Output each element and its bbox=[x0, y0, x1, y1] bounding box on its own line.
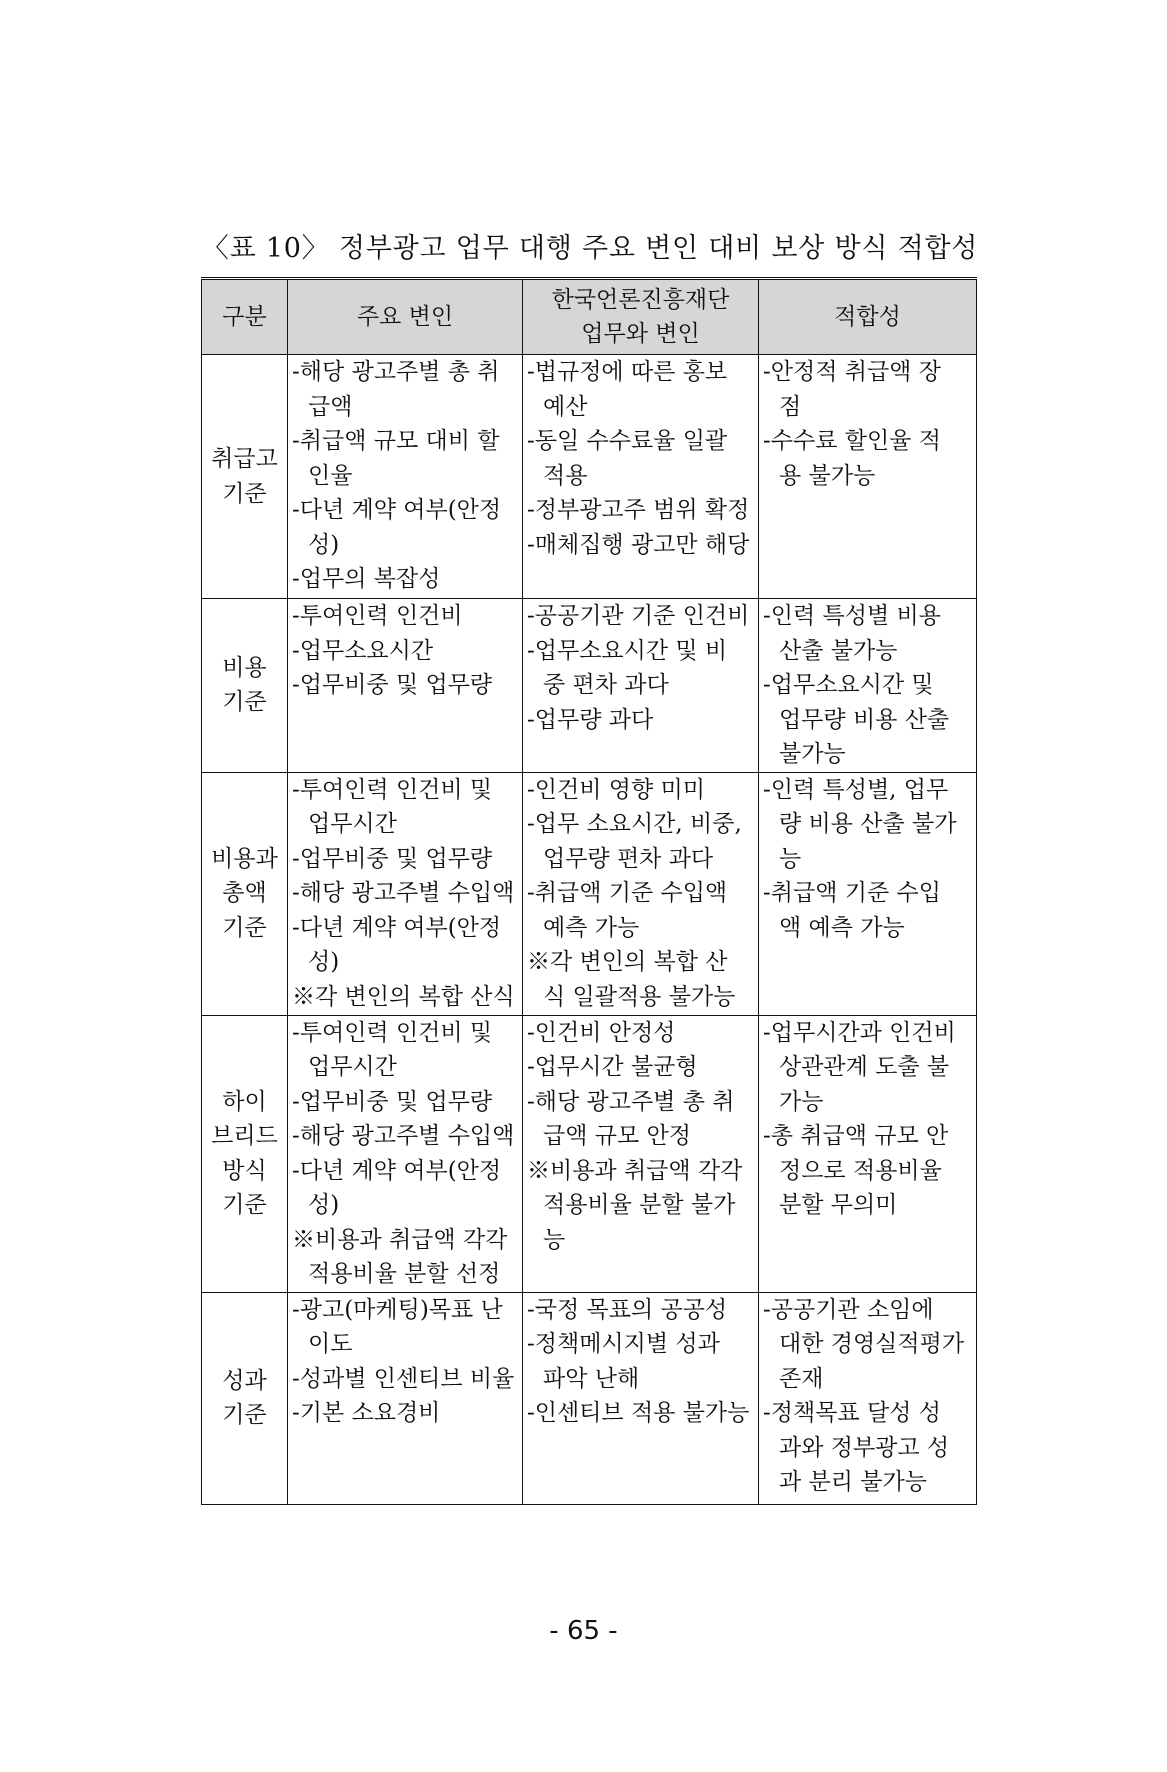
suitability-line: 능 bbox=[779, 845, 802, 872]
category-line: 총액 bbox=[222, 880, 267, 907]
foundation-line: -정책메시지별 성과 bbox=[527, 1331, 720, 1357]
foundation-line: 예산 bbox=[543, 393, 588, 420]
cell-suitability bbox=[759, 1292, 977, 1504]
suitability-table bbox=[201, 277, 977, 1505]
suitability-line: 점 bbox=[779, 393, 802, 420]
suitability-line: 대한 경영실적평가 bbox=[779, 1331, 965, 1357]
category-line: 비용과 bbox=[211, 845, 278, 872]
variables-line: -다년 계약 여부(안정 bbox=[292, 914, 502, 941]
cell-suitability bbox=[759, 1015, 977, 1292]
foundation-line: 적용비율 분할 불가 bbox=[543, 1192, 736, 1218]
foundation-line: -매체집행 광고만 해당 bbox=[527, 531, 750, 558]
foundation-line: -인센티브 적용 불가능 bbox=[527, 1400, 750, 1426]
header-suitability: 적합성 bbox=[759, 279, 977, 355]
header-foundation-work bbox=[523, 279, 759, 355]
suitability-line: 가능 bbox=[779, 1088, 824, 1115]
foundation-line: -업무 소요시간, 비중, bbox=[527, 811, 742, 837]
suitability-line: 분할 무의미 bbox=[779, 1192, 898, 1218]
cell-foundation bbox=[523, 355, 759, 599]
foundation-line: 능 bbox=[543, 1226, 566, 1253]
cell-category bbox=[202, 599, 288, 773]
foundation-line: 식 일괄적용 불가능 bbox=[543, 983, 736, 1010]
variables-line: -광고(마케팅)목표 난 bbox=[292, 1296, 503, 1323]
foundation-line: 급액 규모 안정 bbox=[543, 1123, 691, 1149]
suitability-line: 액 예측 가능 bbox=[779, 914, 905, 941]
cell-foundation bbox=[523, 772, 759, 1015]
variables-line: 성) bbox=[308, 531, 340, 558]
suitability-line: 불가능 bbox=[779, 741, 846, 767]
suitability-line: -총 취급액 규모 안 bbox=[763, 1123, 949, 1149]
category-line: 방식 bbox=[222, 1157, 267, 1184]
header-category: 구분 bbox=[202, 279, 288, 355]
cell-category bbox=[202, 772, 288, 1015]
page-number: - 65 - bbox=[549, 1616, 618, 1646]
suitability-line: -인력 특성별, 업무 bbox=[763, 776, 949, 803]
table-row bbox=[202, 599, 977, 773]
foundation-line: -취급액 기준 수입액 bbox=[527, 880, 728, 906]
variables-line: -업무의 복잡성 bbox=[292, 566, 441, 592]
foundation-line: 예측 가능 bbox=[543, 914, 640, 941]
cell-foundation bbox=[523, 599, 759, 773]
cell-suitability bbox=[759, 599, 977, 773]
suitability-line: -취급액 기준 수입 bbox=[763, 880, 941, 906]
variables-line: 급액 bbox=[308, 393, 353, 420]
variables-line: 성) bbox=[308, 949, 340, 975]
variables-line: -기본 소요경비 bbox=[292, 1400, 441, 1426]
variables-line: -다년 계약 여부(안정 bbox=[292, 497, 502, 523]
foundation-line: -정부광고주 범위 확정 bbox=[527, 497, 750, 523]
cell-foundation bbox=[523, 1015, 759, 1292]
category-line: 기준 bbox=[222, 1192, 267, 1218]
suitability-line: -수수료 할인율 적 bbox=[763, 428, 941, 454]
suitability-line: 업무량 비용 산출 bbox=[779, 706, 950, 733]
suitability-line: 용 불가능 bbox=[779, 462, 876, 489]
foundation-line: 중 편차 과다 bbox=[543, 672, 669, 698]
foundation-line: 파악 난해 bbox=[543, 1365, 640, 1392]
table-row bbox=[202, 355, 977, 599]
foundation-line: 적용 bbox=[543, 462, 588, 489]
cell-variables bbox=[288, 772, 523, 1015]
foundation-line: -업무량 과다 bbox=[527, 706, 654, 733]
foundation-line: -업무시간 불균형 bbox=[527, 1054, 698, 1080]
variables-line: -투여인력 인건비 및 bbox=[292, 776, 493, 803]
variables-line: -업무비중 및 업무량 bbox=[292, 845, 493, 872]
suitability-line: 정으로 적용비율 bbox=[779, 1157, 942, 1184]
header-foundation-line2: 업무와 변인 bbox=[581, 321, 700, 347]
category-line: 브리드 bbox=[211, 1123, 278, 1149]
cell-category bbox=[202, 355, 288, 599]
table-header-row bbox=[202, 279, 977, 355]
category-line: 기준 bbox=[222, 1402, 267, 1428]
foundation-line: -인건비 영향 미미 bbox=[527, 776, 705, 803]
category-line: 하이 bbox=[222, 1088, 267, 1115]
foundation-line: 업무량 편차 과다 bbox=[543, 845, 714, 872]
variables-line: -업무비중 및 업무량 bbox=[292, 1088, 493, 1115]
cell-variables bbox=[288, 1015, 523, 1292]
cell-category bbox=[202, 1292, 288, 1504]
suitability-line: 량 비용 산출 불가 bbox=[779, 811, 957, 837]
suitability-line: -공공기관 소임에 bbox=[763, 1296, 934, 1323]
variables-line: 업무시간 bbox=[308, 811, 397, 837]
suitability-line: 상관관계 도출 불 bbox=[779, 1054, 950, 1080]
category-line: 기준 bbox=[222, 480, 267, 507]
cell-foundation bbox=[523, 1292, 759, 1504]
cell-variables bbox=[288, 1292, 523, 1504]
cell-variables bbox=[288, 355, 523, 599]
cell-category bbox=[202, 1015, 288, 1292]
category-line: 비용 bbox=[222, 654, 267, 681]
header-foundation-line1: 한국언론진흥재단 bbox=[551, 286, 730, 313]
variables-line: -해당 광고주별 수입액 bbox=[292, 1123, 515, 1149]
variables-line: 이도 bbox=[308, 1331, 353, 1357]
variables-line: -해당 광고주별 총 취 bbox=[292, 359, 500, 385]
variables-line: ※각 변인의 복합 산식 bbox=[292, 983, 515, 1010]
cell-variables bbox=[288, 599, 523, 773]
table-row bbox=[202, 1292, 977, 1504]
variables-line: -업무소요시간 bbox=[292, 637, 434, 664]
variables-line: -취급액 규모 대비 할 bbox=[292, 428, 500, 454]
variables-line: 업무시간 bbox=[308, 1054, 397, 1080]
suitability-line: -업무시간과 인건비 bbox=[763, 1019, 956, 1046]
suitability-line: -인력 특성별 비용 bbox=[763, 603, 941, 629]
variables-line: -업무비중 및 업무량 bbox=[292, 672, 493, 698]
category-line: 취급고 bbox=[211, 446, 278, 472]
variables-line: -성과별 인센티브 비율 bbox=[292, 1365, 515, 1392]
suitability-line: -업무소요시간 및 bbox=[763, 672, 934, 698]
foundation-line: -업무소요시간 및 비 bbox=[527, 637, 728, 664]
suitability-line: 산출 불가능 bbox=[779, 637, 898, 664]
suitability-line: -안정적 취급액 장 bbox=[763, 359, 941, 385]
cell-suitability bbox=[759, 772, 977, 1015]
variables-line: 인율 bbox=[308, 462, 353, 489]
variables-line: 적용비율 분할 선정 bbox=[308, 1261, 501, 1287]
variables-line: 성) bbox=[308, 1192, 340, 1218]
variables-line: -다년 계약 여부(안정 bbox=[292, 1157, 502, 1184]
category-line: 기준 bbox=[222, 914, 267, 941]
foundation-line: -동일 수수료율 일괄 bbox=[527, 428, 728, 454]
foundation-line: -해당 광고주별 총 취 bbox=[527, 1088, 735, 1115]
table-caption: 〈표 10〉 정부광고 업무 대행 주요 변인 대비 보상 방식 적합성 bbox=[201, 233, 979, 264]
header-main-variables: 주요 변인 bbox=[288, 279, 523, 355]
foundation-line: -법규정에 따른 홍보 bbox=[527, 359, 728, 385]
foundation-line: ※각 변인의 복합 산 bbox=[527, 949, 728, 975]
suitability-line: 과와 정부광고 성 bbox=[779, 1434, 950, 1461]
table-row bbox=[202, 1015, 977, 1292]
table-row bbox=[202, 772, 977, 1015]
variables-line: -해당 광고주별 수입액 bbox=[292, 880, 515, 906]
foundation-line: -인건비 안정성 bbox=[527, 1019, 676, 1046]
suitability-line: 존재 bbox=[779, 1365, 824, 1392]
foundation-line: -공공기관 기준 인건비 bbox=[527, 603, 750, 629]
suitability-line: 과 분리 불가능 bbox=[779, 1469, 927, 1495]
category-line: 성과 bbox=[222, 1367, 267, 1394]
cell-suitability bbox=[759, 355, 977, 599]
variables-line: ※비용과 취급액 각각 bbox=[292, 1226, 508, 1253]
variables-line: -투여인력 인건비 bbox=[292, 603, 463, 629]
category-line: 기준 bbox=[222, 689, 267, 716]
variables-line: -투여인력 인건비 및 bbox=[292, 1019, 493, 1046]
foundation-line: ※비용과 취급액 각각 bbox=[527, 1157, 743, 1184]
foundation-line: -국정 목표의 공공성 bbox=[527, 1296, 728, 1323]
suitability-line: -정책목표 달성 성 bbox=[763, 1400, 941, 1426]
